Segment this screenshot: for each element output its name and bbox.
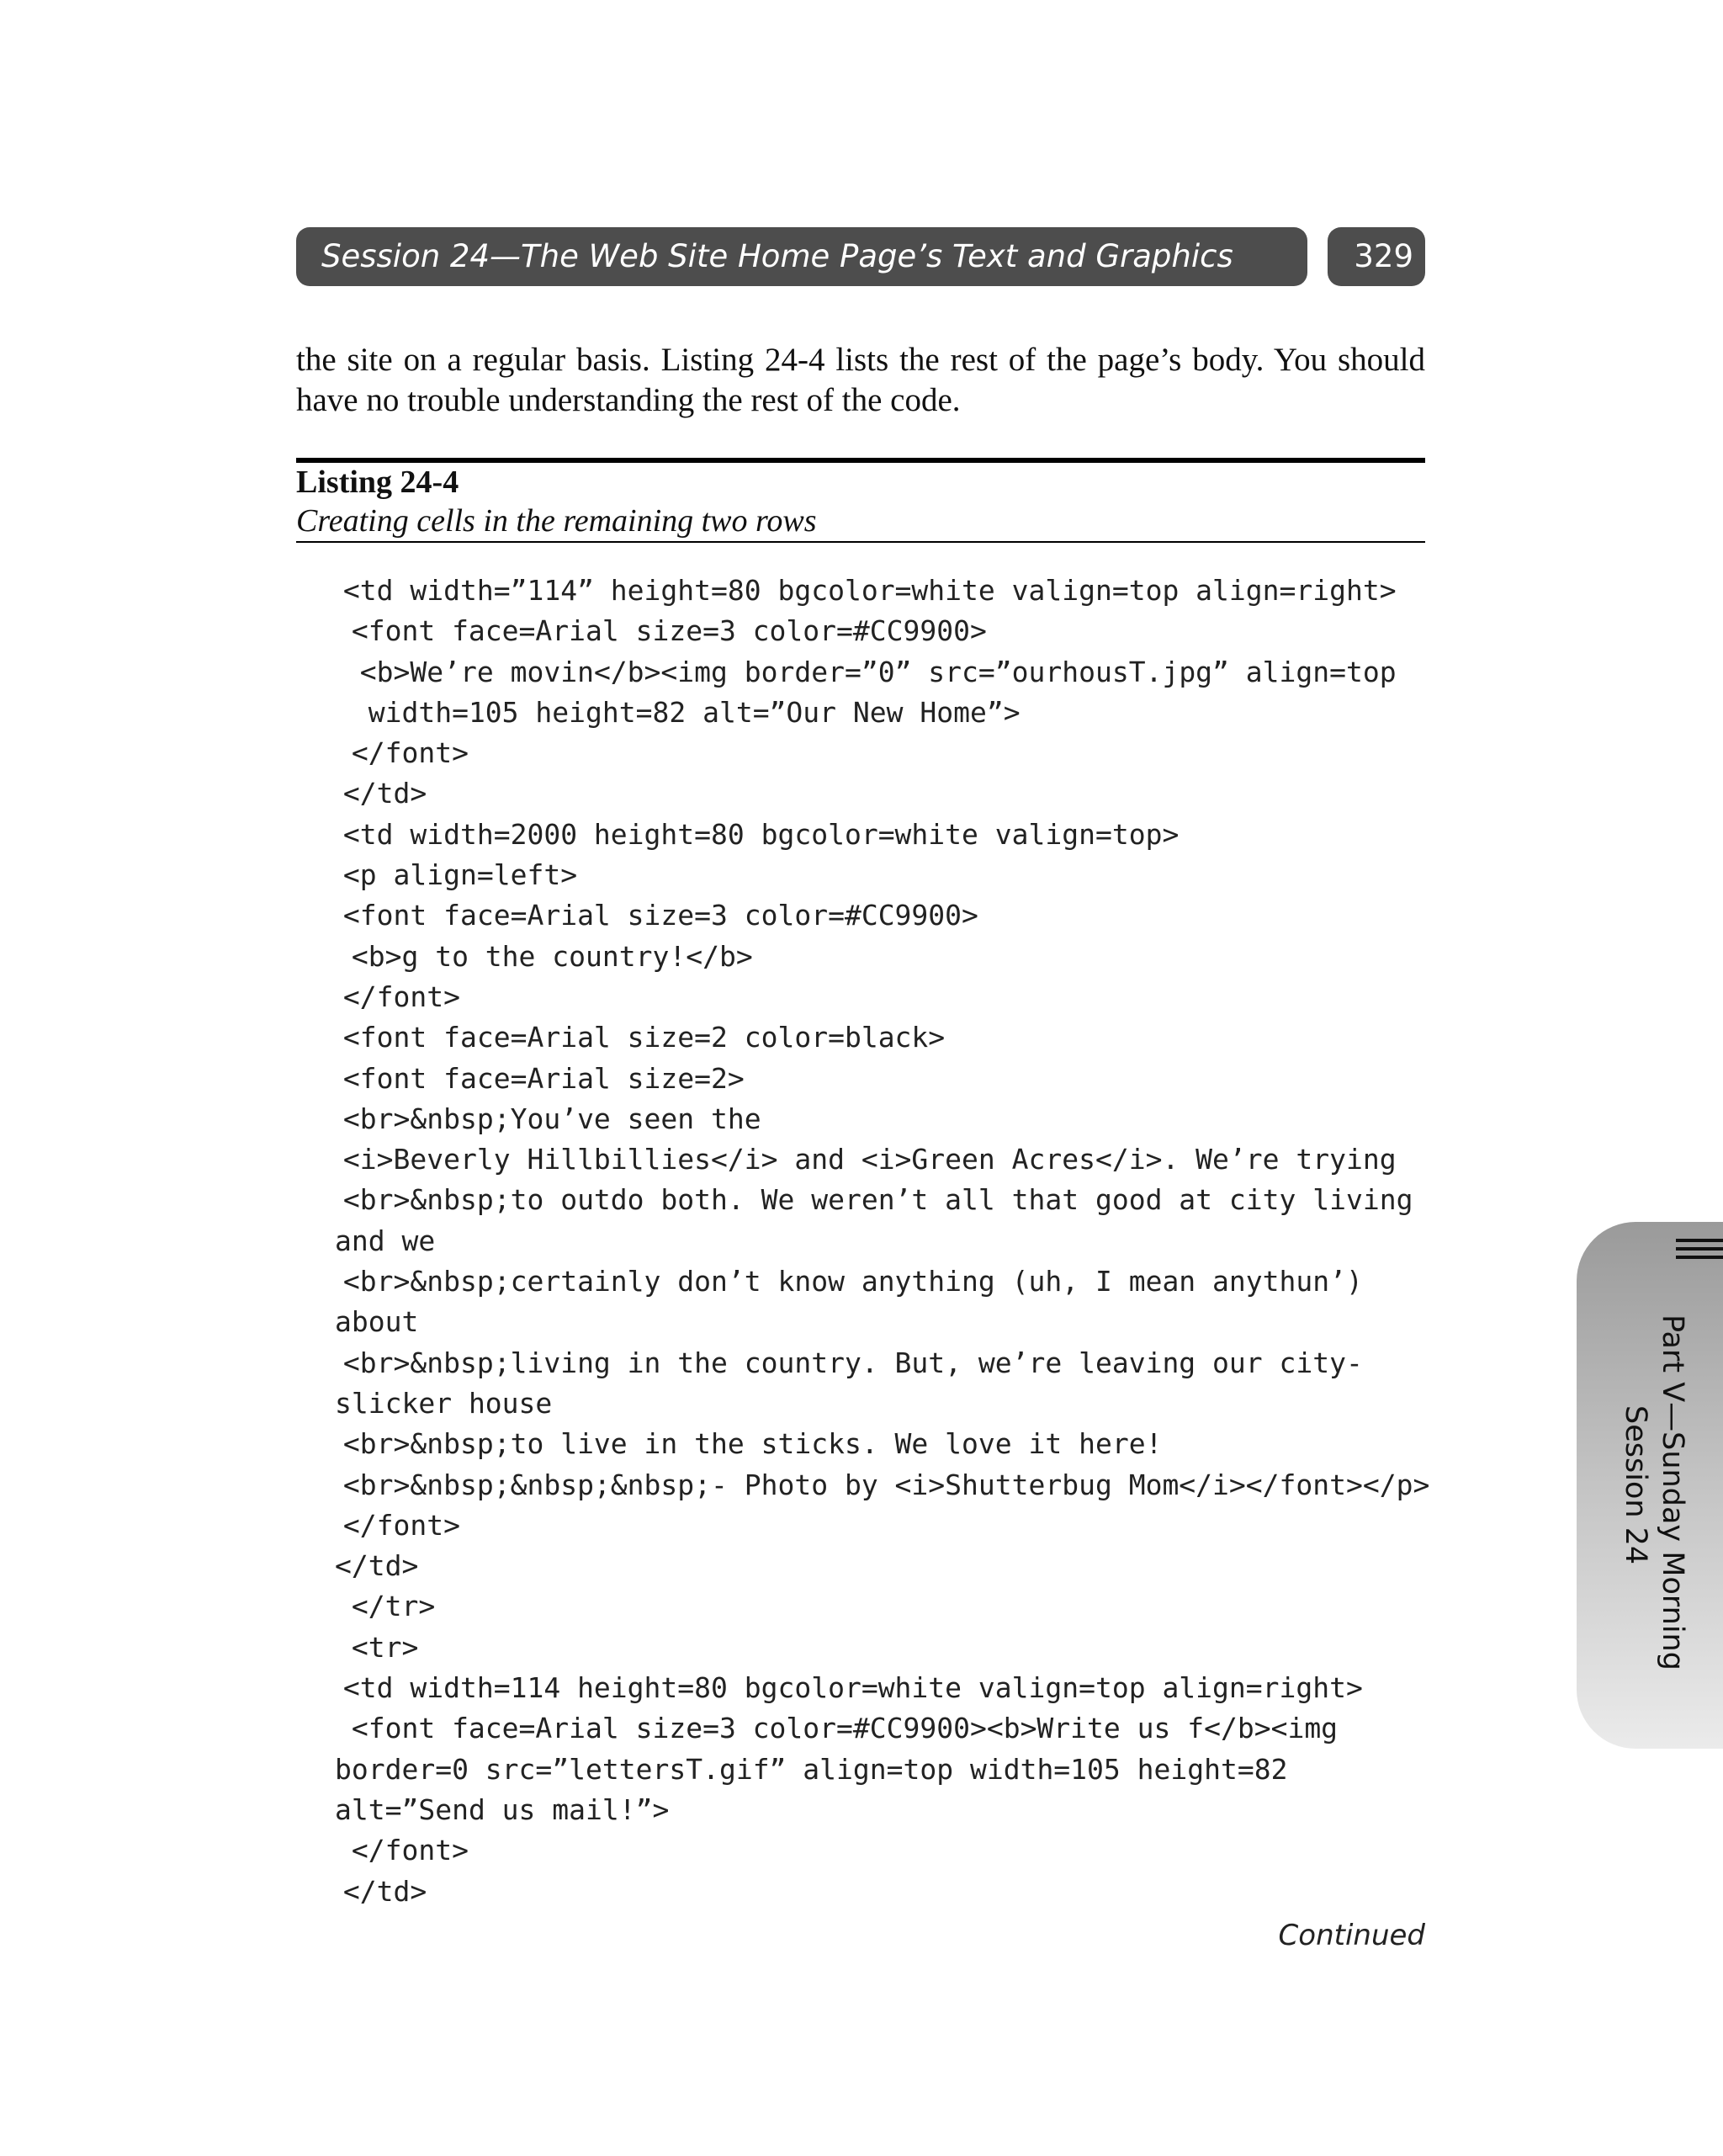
- running-header-title: Session 24—The Web Site Home Page’s Text and Graphics: [296, 227, 1307, 286]
- code-line: <p align=left>: [342, 858, 578, 892]
- side-tab-part-label: Part V—Sunday Morning: [1656, 1314, 1689, 1670]
- code-line: <tr>: [351, 1630, 419, 1664]
- side-tab-session-label: Session 24: [1619, 1405, 1652, 1565]
- code-line: </td>: [342, 1874, 427, 1908]
- code-line: <td width=”114” height=80 bgcolor=white valign=top align=right>: [342, 574, 1397, 607]
- listing-caption: Creating cells in the remaining two rows: [296, 503, 817, 539]
- code-listing: [335, 571, 1429, 1912]
- code-line: width=105 height=82 alt=”Our New Home”>: [368, 695, 1021, 729]
- code-line: <br>&nbsp;to live in the sticks. We love it here!: [342, 1427, 1163, 1461]
- body-paragraph: the site on a regular basis. Listing 24-4 lists the rest of the page’s body. You should have no trouble understanding the rest of the code.: [296, 342, 1425, 418]
- code-line: <td width=114 height=80 bgcolor=white valign=top align=right>: [342, 1671, 1363, 1705]
- code-line: and we: [335, 1224, 436, 1257]
- code-line: slicker house: [335, 1386, 553, 1420]
- code-line: alt=”Send us mail!”>: [335, 1792, 670, 1826]
- code-line: </td>: [342, 777, 427, 810]
- code-line: <font face=Arial size=3 color=#CC9900><b>Write us f</b><img: [351, 1712, 1339, 1745]
- code-line: <br>&nbsp;certainly don’t know anything (uh, I mean anythun’): [342, 1265, 1363, 1298]
- code-line: <b>We’re movin</b><img border=”0” src=”ourhousT.jpg” align=top: [359, 655, 1397, 688]
- continued-label: Continued: [1278, 1919, 1425, 1952]
- side-tab-text: [1617, 1314, 1691, 1735]
- code-line: <br>&nbsp;You’ve seen the: [342, 1102, 761, 1135]
- listing-bottom-rule: [296, 541, 1425, 543]
- code-line: <font face=Arial size=2>: [342, 1061, 745, 1095]
- code-line: <b>g to the country!</b>: [351, 939, 753, 973]
- code-line: <font face=Arial size=2 color=black>: [342, 1021, 946, 1054]
- code-line: about: [335, 1305, 419, 1339]
- part-side-tab: [1577, 1222, 1723, 1749]
- listing-title: Listing 24-4: [296, 465, 459, 500]
- code-line: </font>: [342, 1508, 460, 1542]
- code-line: <br>&nbsp;living in the country. But, we’re leaving our city-: [342, 1346, 1363, 1379]
- code-line: <td width=2000 height=80 bgcolor=white valign=top>: [342, 817, 1180, 851]
- page-number: 329: [1328, 227, 1425, 286]
- code-line: </font>: [351, 1834, 469, 1867]
- code-line: <br>&nbsp;&nbsp;&nbsp;- Photo by <i>Shutterbug Mom</i></font></p>: [342, 1468, 1430, 1501]
- tab-decoration-lines: [1676, 1239, 1723, 1264]
- code-line: </font>: [342, 980, 460, 1013]
- code-line: <font face=Arial size=3 color=#CC9900>: [351, 614, 987, 648]
- code-line: border=0 src=”lettersT.gif” align=top width=105 height=82: [335, 1752, 1288, 1786]
- listing-top-rule: [296, 458, 1425, 463]
- code-line: <br>&nbsp;to outdo both. We weren’t all that good at city living: [342, 1183, 1413, 1217]
- code-line: </font>: [351, 736, 469, 770]
- code-line: </tr>: [351, 1590, 436, 1623]
- code-line: <i>Beverly Hillbillies</i> and <i>Green Acres</i>. We’re trying: [342, 1143, 1397, 1176]
- code-line: <font face=Arial size=3 color=#CC9900>: [342, 899, 978, 932]
- code-line: </td>: [335, 1549, 419, 1583]
